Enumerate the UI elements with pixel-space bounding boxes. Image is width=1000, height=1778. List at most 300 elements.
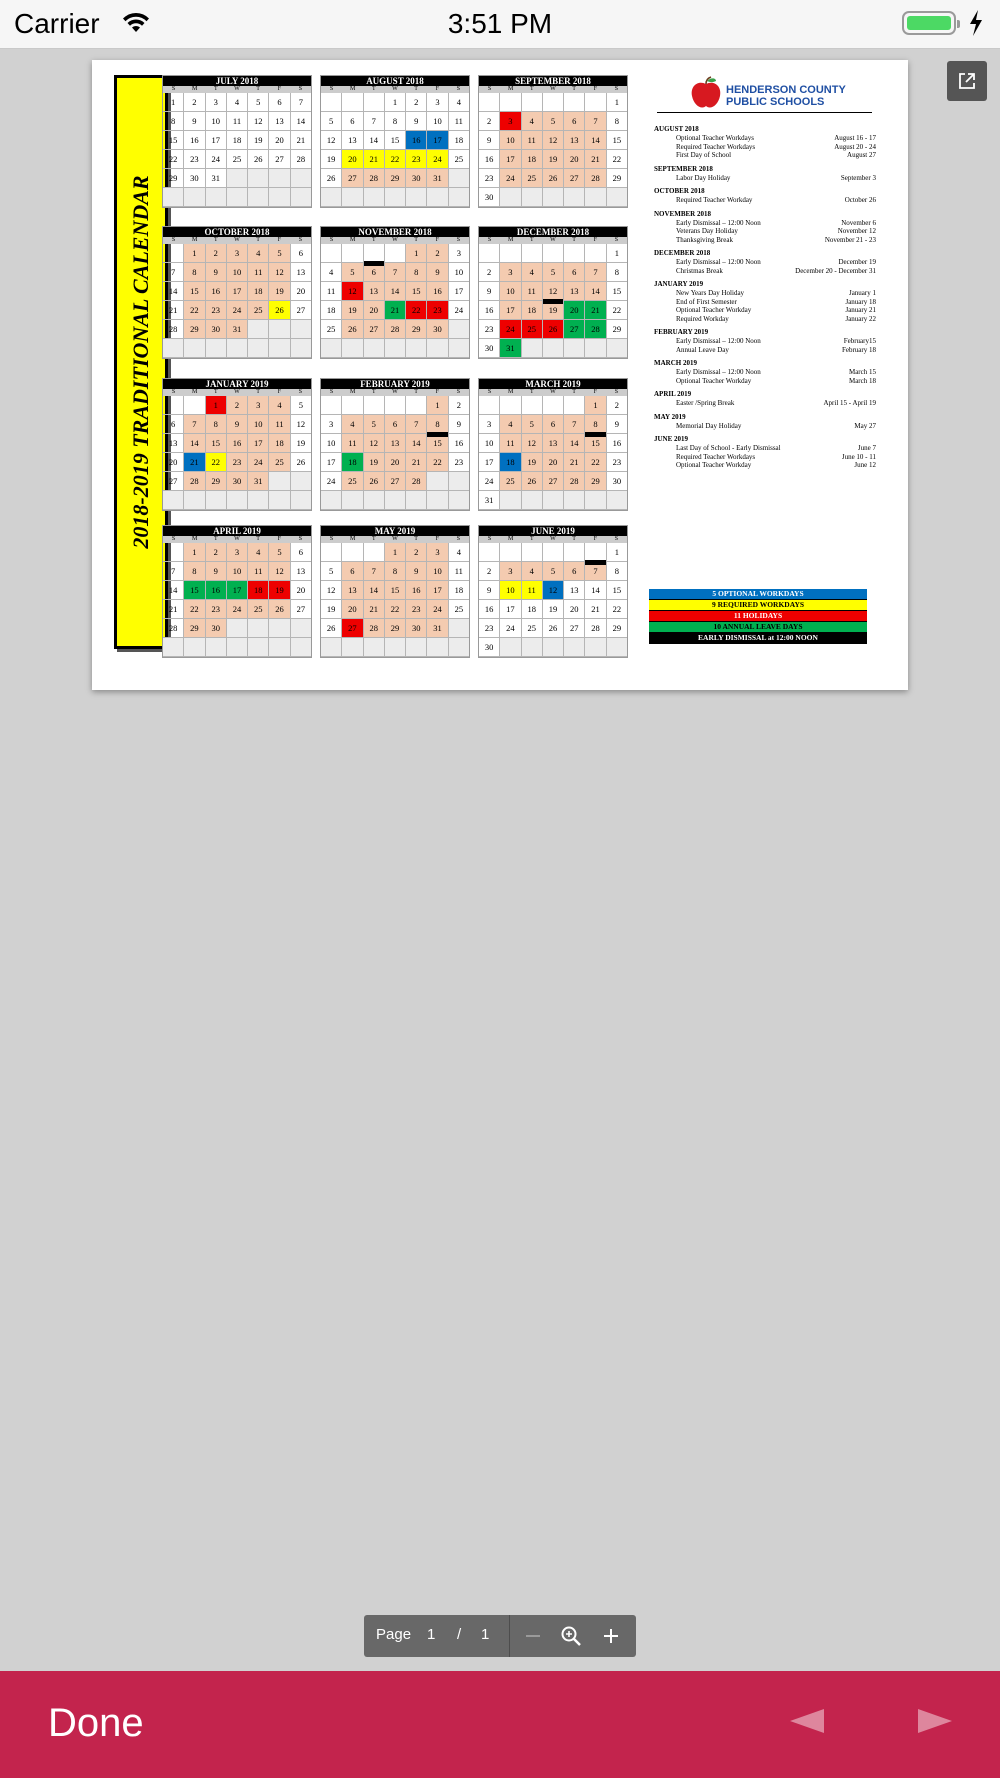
weekday-label: T (530, 237, 534, 243)
day-cell: 17 (321, 453, 342, 472)
month-calendar (320, 226, 470, 359)
event-date: April 15 - April 19 (823, 399, 876, 407)
day-cell: 4 (248, 543, 269, 562)
weekday-header (321, 237, 469, 244)
day-cell (385, 188, 406, 207)
event-name: End of First Semester (676, 297, 737, 306)
calendar-title: 2018-2019 TRADITIONAL CALENDAR (128, 175, 153, 549)
week-row (479, 491, 627, 510)
day-cell: 5 (291, 396, 311, 415)
day-cell: 16 (406, 581, 427, 600)
day-cell: 15 (385, 581, 406, 600)
event-row (654, 151, 876, 160)
event-date: December 19 (838, 258, 876, 266)
bottom-bar (0, 1671, 1000, 1778)
day-cell: 22 (607, 600, 627, 619)
day-cell: 18 (321, 301, 342, 320)
week-row (479, 638, 627, 657)
day-cell: 4 (522, 112, 543, 131)
event-row (654, 368, 876, 377)
weekday-label: T (530, 86, 534, 92)
day-cell: 26 (291, 453, 311, 472)
day-cell (564, 491, 585, 510)
day-cell (479, 244, 500, 263)
day-cell (269, 619, 290, 638)
day-cell: 16 (479, 600, 500, 619)
day-cell (449, 188, 469, 207)
event-month-header: FEBRUARY 2019 (654, 328, 709, 336)
day-cell: 19 (522, 453, 543, 472)
day-cell: 23 (406, 150, 427, 169)
week-row (321, 93, 469, 112)
day-cell: 31 (500, 339, 521, 358)
day-cell: 3 (479, 415, 500, 434)
day-cell: 24 (248, 453, 269, 472)
day-cell (364, 491, 385, 510)
day-cell: 10 (449, 263, 469, 282)
current-page-field[interactable]: 1 (427, 1626, 436, 1643)
day-cell: 24 (500, 619, 521, 638)
day-cell: 13 (291, 263, 311, 282)
zoom-in-button[interactable] (602, 1627, 620, 1645)
day-cell: 14 (585, 131, 606, 150)
day-cell (342, 543, 363, 562)
weekday-header (479, 86, 627, 93)
weekday-label: T (530, 389, 534, 395)
weekday-label: S (456, 86, 461, 92)
weekday-label: W (234, 389, 240, 395)
week-row (321, 263, 469, 282)
day-cell (522, 188, 543, 207)
important-dates-list (654, 125, 876, 475)
zoom-reset-icon[interactable] (560, 1625, 582, 1647)
day-cell (406, 491, 427, 510)
day-cell (163, 638, 184, 657)
day-cell: 28 (163, 320, 184, 339)
event-section (654, 249, 876, 275)
open-external-button[interactable] (947, 61, 987, 101)
day-cell: 20 (342, 600, 363, 619)
day-cell: 11 (342, 434, 363, 453)
day-cell (342, 638, 363, 657)
day-cell (500, 93, 521, 112)
day-cell: 20 (564, 600, 585, 619)
weekday-label: S (298, 237, 303, 243)
event-date: February 18 (841, 345, 876, 354)
event-date: September 3 (840, 173, 876, 182)
day-cell (564, 244, 585, 263)
day-cell: 28 (585, 619, 606, 638)
done-button[interactable]: Done (48, 1701, 144, 1745)
weekday-label: T (214, 86, 218, 92)
day-cell: 19 (543, 600, 564, 619)
day-cell (543, 396, 564, 415)
event-date: June 12 (854, 461, 876, 469)
day-cell (427, 491, 448, 510)
day-cell (321, 93, 342, 112)
weekday-label: W (550, 389, 556, 395)
event-section (654, 435, 876, 470)
day-cell: 13 (543, 434, 564, 453)
day-cell: 1 (163, 93, 184, 112)
day-cell: 24 (500, 320, 521, 339)
event-row (654, 399, 876, 408)
day-cell: 8 (607, 263, 627, 282)
event-month-header: MAY 2019 (654, 412, 686, 421)
week-row (321, 169, 469, 188)
day-cell: 8 (427, 415, 448, 434)
day-cell: 21 (585, 301, 606, 320)
day-cell: 26 (543, 169, 564, 188)
day-cell (564, 543, 585, 562)
legend-item: 5 OPTIONAL WORKDAYS (649, 589, 867, 600)
day-cell (321, 543, 342, 562)
day-cell: 29 (385, 619, 406, 638)
day-cell (227, 339, 248, 358)
day-cell: 21 (585, 600, 606, 619)
day-cell (543, 188, 564, 207)
day-cell (543, 244, 564, 263)
day-cell (500, 396, 521, 415)
week-row (163, 150, 311, 169)
month-header: NOVEMBER 2018 (321, 227, 469, 237)
day-cell (227, 619, 248, 638)
day-cell: 13 (564, 282, 585, 301)
event-row (654, 143, 876, 152)
day-cell: 18 (248, 282, 269, 301)
day-cell: 15 (163, 131, 184, 150)
day-cell: 22 (406, 301, 427, 320)
event-name: Christmas Break (676, 266, 723, 275)
day-cell: 22 (163, 150, 184, 169)
day-cell: 11 (522, 581, 543, 600)
day-cell: 28 (291, 150, 311, 169)
day-cell (585, 244, 606, 263)
day-cell: 10 (227, 562, 248, 581)
day-cell (206, 339, 227, 358)
day-cell: 5 (269, 244, 290, 263)
day-cell: 13 (564, 581, 585, 600)
week-row (321, 453, 469, 472)
event-name: Early Dismissal – 12:00 Noon (676, 218, 761, 227)
weekday-label: T (572, 86, 576, 92)
week-row (321, 188, 469, 207)
weekday-label: W (234, 237, 240, 243)
day-cell: 4 (248, 244, 269, 263)
day-cell: 30 (206, 619, 227, 638)
day-cell: 12 (269, 562, 290, 581)
day-cell: 27 (291, 600, 311, 619)
day-cell: 12 (321, 131, 342, 150)
weekday-label: F (435, 237, 439, 243)
week-row (321, 600, 469, 619)
clock: 3:51 PM (447, 8, 553, 39)
week-row (163, 339, 311, 358)
day-cell: 11 (248, 562, 269, 581)
day-cell: 23 (427, 301, 448, 320)
day-cell: 23 (206, 600, 227, 619)
day-cell: 29 (184, 619, 205, 638)
day-cell: 27 (564, 619, 585, 638)
day-cell (184, 188, 205, 207)
day-cell (163, 543, 184, 562)
day-cell (184, 638, 205, 657)
toolbar-divider (509, 1615, 510, 1657)
week-row (163, 581, 311, 600)
weekday-label: M (508, 536, 514, 542)
day-cell: 20 (543, 453, 564, 472)
day-cell: 21 (184, 453, 205, 472)
previous-arrow-icon[interactable] (790, 1709, 824, 1733)
day-cell (449, 472, 469, 491)
weekday-label: S (456, 536, 461, 542)
week-row (163, 263, 311, 282)
weekday-label: M (508, 237, 514, 243)
day-cell: 29 (206, 472, 227, 491)
day-cell (342, 244, 363, 263)
day-cell (427, 638, 448, 657)
month-calendar (320, 378, 470, 511)
day-cell (321, 396, 342, 415)
day-cell: 14 (406, 434, 427, 453)
event-section (654, 125, 876, 160)
event-section (654, 165, 876, 183)
weekday-label: S (329, 389, 334, 395)
week-row (479, 131, 627, 150)
day-cell: 13 (564, 131, 585, 150)
day-cell (385, 396, 406, 415)
carrier-label: Carrier (14, 8, 100, 39)
week-row (163, 131, 311, 150)
day-cell: 23 (479, 619, 500, 638)
event-month-header: AUGUST 2018 (654, 125, 699, 133)
week-row (321, 244, 469, 263)
day-cell: 10 (500, 131, 521, 150)
day-cell: 22 (385, 600, 406, 619)
day-cell (291, 169, 311, 188)
day-cell: 28 (364, 169, 385, 188)
event-date: January 18 (845, 297, 876, 306)
week-row (321, 491, 469, 510)
week-row (321, 472, 469, 491)
event-section (654, 328, 876, 354)
event-name: Veterans Day Holiday (676, 227, 738, 235)
weekday-label: M (350, 536, 356, 542)
day-cell (585, 638, 606, 657)
event-name: Thanksgiving Break (676, 235, 733, 244)
day-cell: 9 (479, 581, 500, 600)
weekday-label: T (572, 389, 576, 395)
weekday-header (321, 86, 469, 93)
week-row (321, 301, 469, 320)
day-cell: 18 (522, 150, 543, 169)
day-cell: 1 (406, 244, 427, 263)
weekday-header (163, 86, 311, 93)
day-cell: 11 (227, 112, 248, 131)
day-cell: 10 (248, 415, 269, 434)
day-cell: 20 (564, 301, 585, 320)
week-row (321, 434, 469, 453)
event-date: October 26 (844, 196, 876, 204)
day-cell: 14 (163, 282, 184, 301)
day-cell: 25 (449, 150, 469, 169)
day-cell: 18 (248, 581, 269, 600)
event-row (654, 315, 876, 324)
week-row (479, 434, 627, 453)
day-cell: 20 (564, 150, 585, 169)
weekday-label: M (192, 237, 198, 243)
day-cell: 14 (364, 131, 385, 150)
day-cell: 8 (184, 562, 205, 581)
day-cell (406, 638, 427, 657)
week-row (321, 150, 469, 169)
day-cell (479, 543, 500, 562)
day-cell: 12 (291, 415, 311, 434)
day-cell (543, 93, 564, 112)
week-row (321, 112, 469, 131)
weekday-label: S (298, 389, 303, 395)
event-row (654, 337, 876, 346)
day-cell (291, 491, 311, 510)
charging-icon (968, 10, 984, 36)
day-cell: 12 (248, 112, 269, 131)
day-cell: 19 (321, 150, 342, 169)
day-cell: 27 (342, 619, 363, 638)
day-cell: 7 (585, 562, 606, 581)
day-cell: 21 (163, 301, 184, 320)
week-row (163, 600, 311, 619)
day-cell (522, 638, 543, 657)
day-cell: 19 (543, 301, 564, 320)
weekday-label: T (256, 237, 260, 243)
day-cell: 5 (522, 415, 543, 434)
weekday-label: M (508, 389, 514, 395)
day-cell (585, 93, 606, 112)
month-header: MAY 2019 (321, 526, 469, 536)
day-cell: 17 (449, 282, 469, 301)
day-cell: 9 (206, 562, 227, 581)
school-district-logo (684, 76, 894, 116)
zoom-out-button[interactable] (524, 1627, 542, 1645)
day-cell (449, 491, 469, 510)
page-toolbar (364, 1615, 636, 1657)
day-cell: 2 (406, 93, 427, 112)
day-cell: 28 (585, 320, 606, 339)
day-cell: 10 (500, 581, 521, 600)
day-cell: 22 (385, 150, 406, 169)
event-month-header: MARCH 2019 (654, 359, 697, 367)
day-cell: 16 (184, 131, 205, 150)
day-cell (564, 396, 585, 415)
logo-line-2: PUBLIC SCHOOLS (726, 96, 825, 108)
event-date: May 27 (854, 421, 876, 430)
event-date: August 16 - 17 (834, 134, 876, 142)
month-calendar (478, 226, 628, 359)
event-name: First Day of School (676, 151, 732, 159)
day-cell (364, 339, 385, 358)
day-cell: 5 (342, 263, 363, 282)
event-row (654, 461, 876, 470)
day-cell: 28 (564, 472, 585, 491)
day-cell: 16 (406, 131, 427, 150)
month-calendar (162, 525, 312, 658)
day-cell: 12 (321, 581, 342, 600)
weekday-label: T (414, 237, 418, 243)
day-cell: 6 (342, 562, 363, 581)
next-arrow-icon[interactable] (918, 1709, 952, 1733)
day-cell (184, 339, 205, 358)
day-cell: 26 (522, 472, 543, 491)
weekday-header (321, 536, 469, 543)
day-cell: 9 (406, 112, 427, 131)
weekday-header (163, 237, 311, 244)
weekday-label: W (392, 536, 398, 542)
day-cell (427, 339, 448, 358)
day-cell (364, 93, 385, 112)
day-cell (321, 491, 342, 510)
week-row (163, 244, 311, 263)
event-section (654, 210, 876, 245)
weekday-label: T (414, 536, 418, 542)
total-pages: 1 (481, 1626, 490, 1643)
day-cell: 4 (449, 93, 469, 112)
weekday-label: T (572, 237, 576, 243)
week-row (163, 112, 311, 131)
day-cell: 23 (206, 301, 227, 320)
week-row (479, 562, 627, 581)
week-row (163, 415, 311, 434)
weekday-label: W (550, 536, 556, 542)
day-cell: 19 (269, 282, 290, 301)
day-cell (522, 93, 543, 112)
month-header: AUGUST 2018 (321, 76, 469, 86)
day-cell: 27 (364, 320, 385, 339)
day-cell: 20 (342, 150, 363, 169)
event-date: March 18 (848, 376, 876, 385)
event-row (654, 236, 876, 245)
day-cell: 5 (543, 562, 564, 581)
week-row (479, 244, 627, 263)
day-cell: 11 (500, 434, 521, 453)
day-cell: 14 (184, 434, 205, 453)
day-cell: 6 (364, 263, 385, 282)
weekday-label: W (392, 389, 398, 395)
day-cell (227, 169, 248, 188)
weekday-label: M (350, 389, 356, 395)
day-cell (406, 396, 427, 415)
day-cell: 22 (184, 600, 205, 619)
day-cell: 14 (564, 434, 585, 453)
day-cell: 12 (543, 282, 564, 301)
month-header: JUNE 2019 (479, 526, 627, 536)
day-cell: 18 (269, 434, 290, 453)
event-name: Optional Teacher Workday (676, 461, 752, 469)
day-cell: 12 (543, 581, 564, 600)
event-row (654, 306, 876, 315)
day-cell: 29 (163, 169, 184, 188)
event-name: Required Teacher Workdays (676, 452, 756, 461)
day-cell: 11 (248, 263, 269, 282)
event-date: November 12 (837, 227, 876, 235)
week-row (163, 93, 311, 112)
day-cell (607, 638, 627, 657)
logo-line-1: HENDERSON COUNTY (726, 84, 846, 96)
day-cell: 24 (321, 472, 342, 491)
day-cell: 10 (500, 282, 521, 301)
weekday-label: S (171, 536, 176, 542)
day-cell (227, 188, 248, 207)
day-cell (500, 638, 521, 657)
